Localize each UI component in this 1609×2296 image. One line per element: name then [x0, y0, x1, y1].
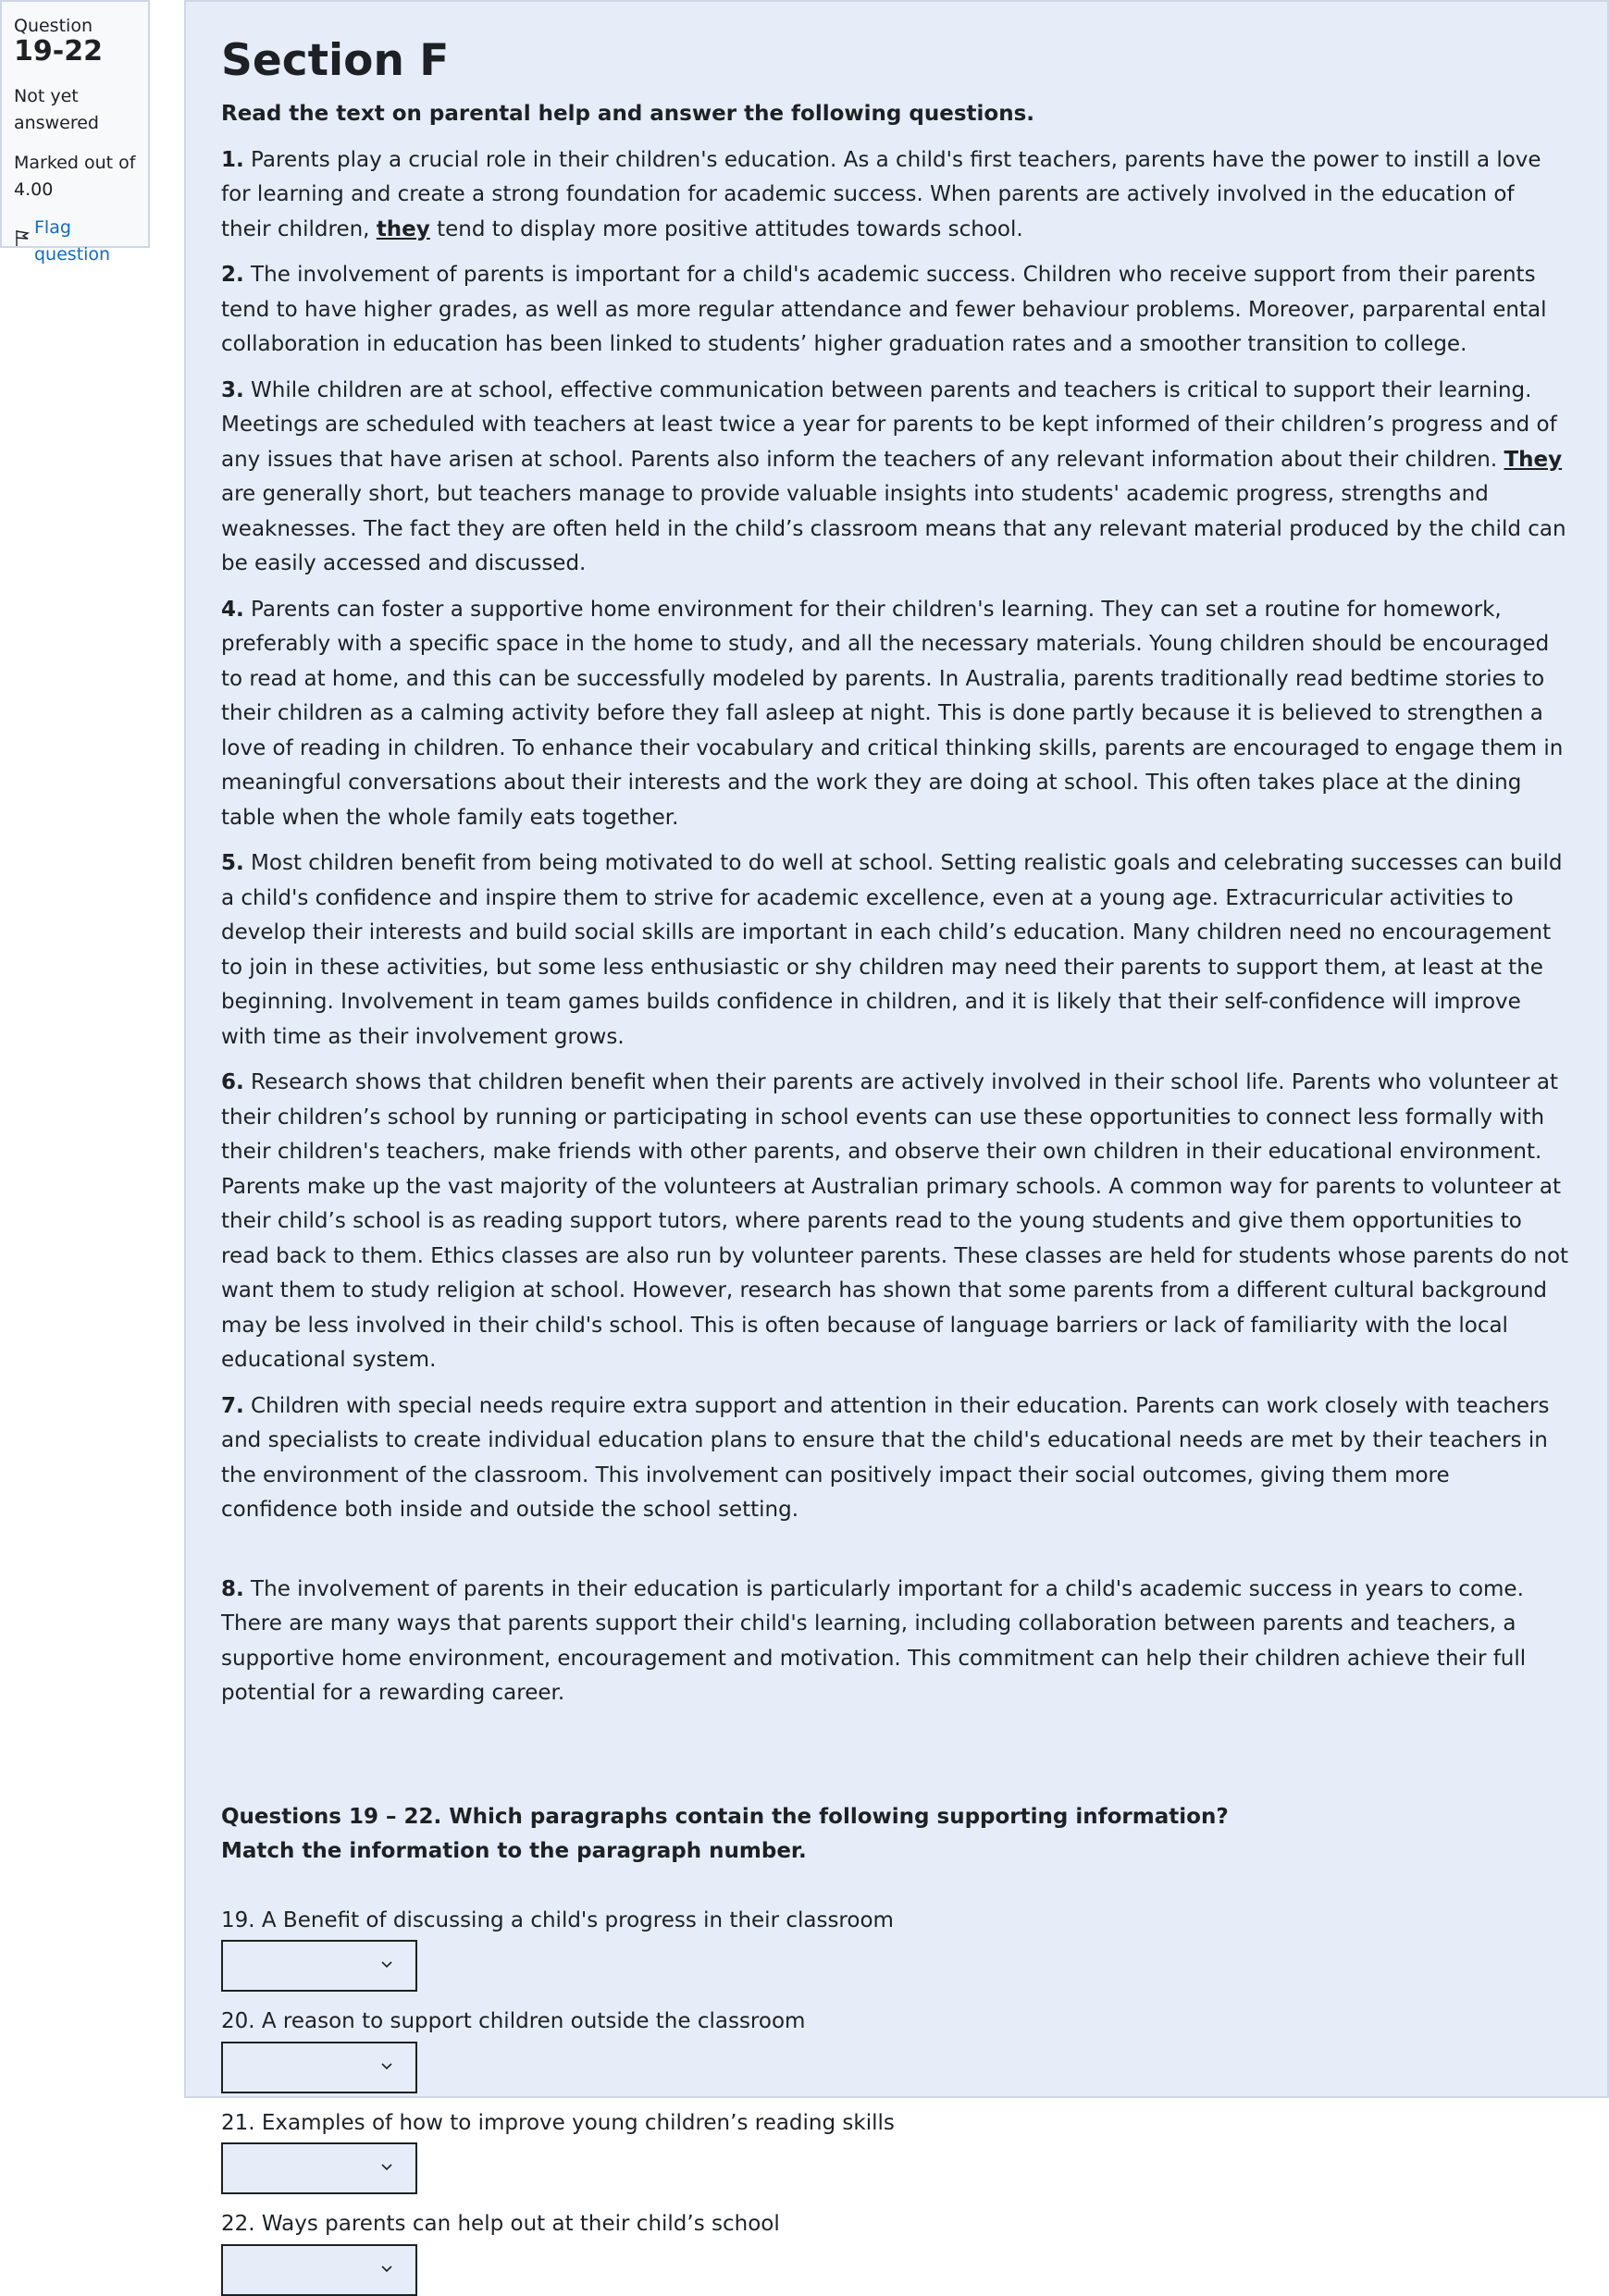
answer-select-20[interactable] — [221, 2042, 417, 2093]
paragraph-text: tend to display more positive attitudes towards school. — [429, 216, 1023, 241]
paragraph-emphasis: they — [376, 216, 430, 241]
flag-icon — [14, 228, 31, 255]
paragraph-5 — [221, 846, 1570, 1055]
paragraph-number: 3. — [221, 377, 244, 402]
paragraph-4 — [221, 593, 1570, 836]
questions-heading-line-1: Questions 19 – 22. Which paragraphs contain the following supporting information? — [221, 1804, 1229, 1829]
chevron-down-icon — [380, 1958, 393, 1971]
question-prompt — [221, 2005, 1570, 2040]
answer-select-19[interactable] — [221, 1940, 417, 1992]
chevron-down-icon — [380, 2060, 393, 2073]
question-item-number: 20. — [221, 2009, 255, 2033]
question-number — [14, 13, 137, 68]
paragraph-6 — [221, 1066, 1570, 1378]
question-content — [184, 0, 1609, 2236]
paragraph-number: 8. — [221, 1576, 244, 1601]
reading-instruction: Read the text on parental help and answer the following questions. — [221, 102, 1035, 126]
paragraph-text: are generally short, but teachers manage to provide valuable insights into students' academic progress, strengths and weaknesses. The fact they are often held in the child’s classroom means that any relevant material produced by the child can be easily accessed and discussed. — [221, 482, 1566, 575]
question-item-text: A Benefit of discussing a child's progress in their classroom — [254, 1907, 894, 1932]
paragraph-text: Parents play a crucial role in their children's education. As a child's first teachers, parents have the power to instill a love for learning and create a strong foundation for academic success. When parents are actively involved in the education of their children, — [221, 147, 1541, 241]
question-item-number: 21. — [221, 2110, 255, 2135]
chevron-down-icon — [380, 2263, 393, 2276]
answer-select-21[interactable] — [221, 2142, 417, 2194]
question-item-text: Examples of how to improve young children’s reading skills — [254, 2110, 895, 2135]
paragraph-text: Children with special needs require extra support and attention in their education. Parents can work closely with teachers and specialists to create individual education plans to ensure that the child's educational needs are met by their teachers in the environment of the classroom. This involvement can positively impact their social outcomes, giving them more confidence both inside and outside the school setting. — [221, 1393, 1550, 1522]
section-title: Section F — [221, 35, 450, 86]
paragraph-number: 2. — [221, 263, 244, 287]
paragraph-text: While children are at school, effective communication between parents and teachers is critical to support their learning. Meetings are scheduled with teachers at least twice a year for parents to be kept informed of their children’s progress and of any issues that have arisen at school. Parents also inform the teachers of any relevant information about their children. — [221, 377, 1557, 472]
questions-heading — [221, 1800, 1570, 1870]
paragraph-number: 7. — [221, 1393, 244, 1418]
question-item-number: 22. — [221, 2212, 255, 2236]
answer-select-22[interactable] — [221, 2244, 417, 2296]
paragraph-number: 1. — [221, 147, 244, 172]
chevron-down-icon — [380, 2161, 393, 2174]
questions-heading-line-2: Match the information to the paragraph number. — [221, 1839, 807, 1863]
paragraph-text: Parents can foster a supportive home environment for their children's learning. They can set a routine for homework, preferably with a specific space in the home to study, and all the necessary materials. Young children should be encouraged to read at home, and this can be successfully modeled by parents. In Australia, parents traditionally read bedtime stories to their children as a calming activity before they fall asleep at night. This is done partly because it is believed to strengthen a love of reading in children. To enhance their vocabulary and critical thinking skills, parents are encouraged to engage them in meaningful conversations about their interests and the work they are doing at school. This often takes place at the dining table when the whole family eats together. — [221, 597, 1564, 830]
question-prompt — [221, 2106, 1570, 2142]
question-prompt — [221, 1904, 1570, 1939]
question-20 — [221, 2005, 1570, 2093]
question-item-text: A reason to support children outside the classroom — [254, 2009, 806, 2033]
paragraph-text: Most children benefit from being motivated to do well at school. Setting realistic goals and celebrating successes can build a child's confidence and inspire them to strive for academic excellence, even at a young age. Extracurricular activities to develop their interests and build social skills are important in each child’s education. Many children need no encouragement to join in these activities, but some less enthusiastic or shy children may need their parents to support them, at least at the beginning. Involvement in team games builds confidence in children, and it is likely that their self-confidence will improve with time as their involvement grows. — [221, 851, 1563, 1049]
paragraph-7 — [221, 1389, 1570, 1528]
question-info-panel — [0, 0, 150, 265]
question-22 — [221, 2207, 1570, 2296]
question-number-value: 19-22 — [14, 35, 103, 68]
question-label: Question — [14, 16, 93, 36]
paragraph-text: The involvement of parents is important for a child's academic success. Children who receive support from their parents tend to have higher grades, as well as more regular attendance and fewer behaviour problems. Moreover, parparental ental collaboration in education has been linked to students’ higher graduation rates and a smoother transition to college. — [221, 263, 1547, 356]
paragraph-number: 5. — [221, 851, 244, 875]
paragraph-3 — [221, 374, 1570, 582]
question-grade: Marked out of 4.00 — [14, 153, 136, 200]
paragraph-emphasis: They — [1504, 447, 1563, 472]
paragraph-2 — [221, 258, 1570, 363]
question-19 — [221, 1904, 1570, 1993]
question-state: Not yet answered — [14, 86, 99, 133]
paragraph-number: 6. — [221, 1070, 244, 1094]
paragraph-text: Research shows that children benefit when their parents are actively involved in their school life. Parents who volunteer at their children’s school by running or participating in school events can use these opportunities to connect less formally with their children's teachers, make friends with other parents, and observe their own children in their educational environment. Parents make up the vast majority of the volunteers at Australian primary schools. A common way for parents to volunteer at their child’s school is as reading support tutors, where parents read to the young students and give them opportunities to read back to them. Ethics classes are also run by volunteer parents. These classes are held for students whose parents do not want them to study religion at school. However, research has shown that some parents from a different cultural background may be less involved in their child's school. This is often because of language barriers or lack of familiarity with the local educational system. — [221, 1070, 1569, 1372]
question-21 — [221, 2106, 1570, 2195]
paragraph-1 — [221, 143, 1570, 248]
flag-question-label: Flag question — [34, 217, 111, 265]
paragraph-8 — [221, 1573, 1570, 1711]
question-prompt — [221, 2207, 1570, 2242]
question-item-number: 19. — [221, 1907, 255, 1932]
questions-list — [221, 1904, 1570, 2296]
question-item-text: Ways parents can help out at their child’s school — [254, 2212, 780, 2236]
paragraph-number: 4. — [221, 597, 244, 622]
flag-question-link[interactable] — [14, 215, 137, 268]
paragraph-text: The involvement of parents in their education is particularly important for a child's academic success in years to come. There are many ways that parents support their child's learning, including collaboration between parents and teachers, a supportive home environment, encouragement and motivation. This commitment can help their children achieve their full potential for a rewarding career. — [221, 1576, 1527, 1705]
